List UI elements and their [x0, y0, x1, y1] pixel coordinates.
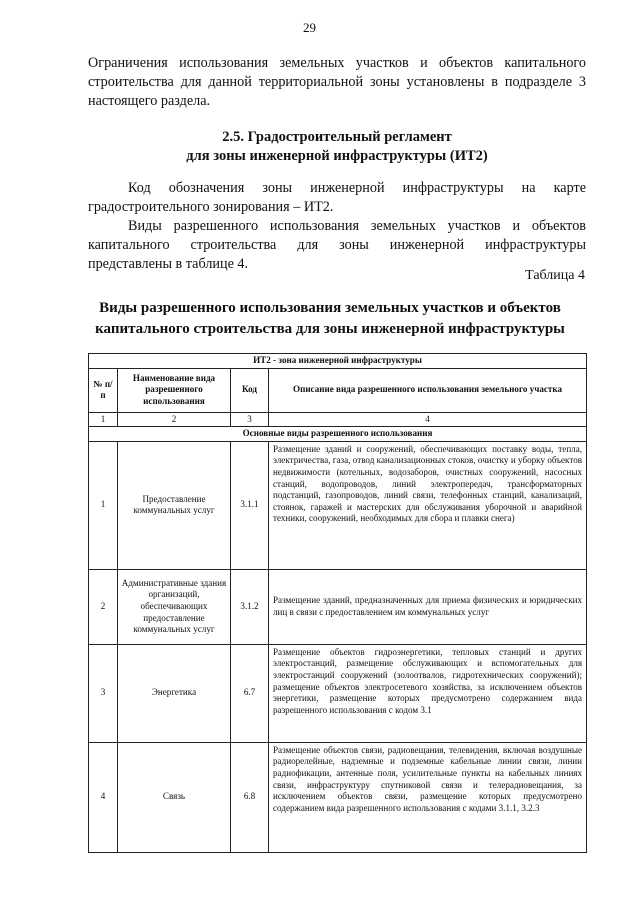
section-heading-line1: 2.5. Градостроительный регламент [222, 129, 452, 145]
header-row [89, 368, 587, 412]
group-title-row [89, 427, 587, 442]
table-title-line1: Виды разрешенного использования земельных участков и объектов [99, 300, 561, 316]
row-description: Размещение объектов гидроэнергетики, тепловых станций и других электростанций, размещение обслуживающих и вспомогательных для электростанций сооружений (золоотвалов, гидротехнических сооружений); размещение объектов электросетевого хозяйства, за исключением объектов энергетики, размещение которых предусмотрено содержанием вида разрешенного использования с кодом 3.1 [269, 644, 587, 742]
table-title [60, 298, 600, 340]
column-numbers-row [89, 412, 587, 427]
group-title: Основные виды разрешенного использования [89, 427, 587, 442]
header-code: Код [231, 368, 269, 412]
row-name: Энергетика [118, 644, 231, 742]
section-heading-line2: для зоны инженерной инфраструктуры (ИТ2) [186, 148, 488, 164]
table-row [89, 441, 587, 569]
col-number: 2 [118, 412, 231, 427]
row-name: Связь [118, 742, 231, 852]
row-code: 3.1.1 [231, 441, 269, 569]
row-name: Предоставление коммунальных услуг [118, 441, 231, 569]
table-row [89, 569, 587, 644]
col-number: 3 [231, 412, 269, 427]
zone-caption: ИТ2 - зона инженерной инфраструктуры [89, 354, 587, 369]
header-num: № п/п [89, 368, 118, 412]
col-number: 4 [269, 412, 587, 427]
table-title-line2: капитального строительства для зоны инженерной инфраструктуры [95, 321, 565, 337]
zone-caption-row [89, 354, 587, 369]
row-description: Размещение зданий, предназначенных для приема физических и юридических лиц в связи с предоставлением им коммунальных услуг [269, 569, 587, 644]
uses-table [88, 353, 587, 853]
zone-code-paragraph: Код обозначения зоны инженерной инфраструктуры на карте градостроительного зонирования – ИТ2. [88, 180, 586, 215]
row-num: 2 [89, 569, 118, 644]
row-description: Размещение объектов связи, радиовещания, телевидения, включая воздушные радиорелейные, надземные и подземные кабельные линии связи, линии радиофикации, антенные поля, усилительные пункты на кабельных линиях связи, инфраструктуру спутниковой связи и телерадиовещания, за исключением объектов связи, размещение которых предусмотрено содержанием вида разрешенного использования с кодами 3.1.1, 3.2.3 [269, 742, 587, 852]
section-heading [88, 128, 586, 166]
row-num: 4 [89, 742, 118, 852]
intro-paragraph: Ограничения использования земельных участков и объектов капитального строительства для данной территориальной зоны установлены в подразделе 3 настоящего раздела. [88, 55, 586, 109]
row-description: Размещение зданий и сооружений, обеспечивающих поставку воды, тепла, электричества, газа, отвод канализационных стоков, очистку и уборку объектов недвижимости (котельных, водозаборов, очистных сооружений, насосных станций, водопроводов, линий электропередач, трансформаторных подстанций, газопроводов, линий связи, телефонных станций, канализаций, стоянок, гаражей и мастерских для обслуживания уборочной и аварийной техники, сооружений, необходимых для сбора и плавки снега) [269, 441, 587, 569]
header-name: Наименование вида разрешенного использования [118, 368, 231, 412]
row-num: 3 [89, 644, 118, 742]
row-num: 1 [89, 441, 118, 569]
row-code: 3.1.2 [231, 569, 269, 644]
page-number: 29 [303, 20, 316, 35]
table-row [89, 742, 587, 852]
row-name: Административные здания организаций, обеспечивающих предоставление коммунальных услуг [118, 569, 231, 644]
table-label: Таблица 4 [525, 268, 585, 283]
header-desc: Описание вида разрешенного использования земельного участка [269, 368, 587, 412]
row-code: 6.7 [231, 644, 269, 742]
uses-paragraph: Виды разрешенного использования земельных участков и объектов капитального строительства для зоны инженерной инфраструктуры представлены в таблице 4. [88, 218, 586, 272]
table-row [89, 644, 587, 742]
col-number: 1 [89, 412, 118, 427]
row-code: 6.8 [231, 742, 269, 852]
